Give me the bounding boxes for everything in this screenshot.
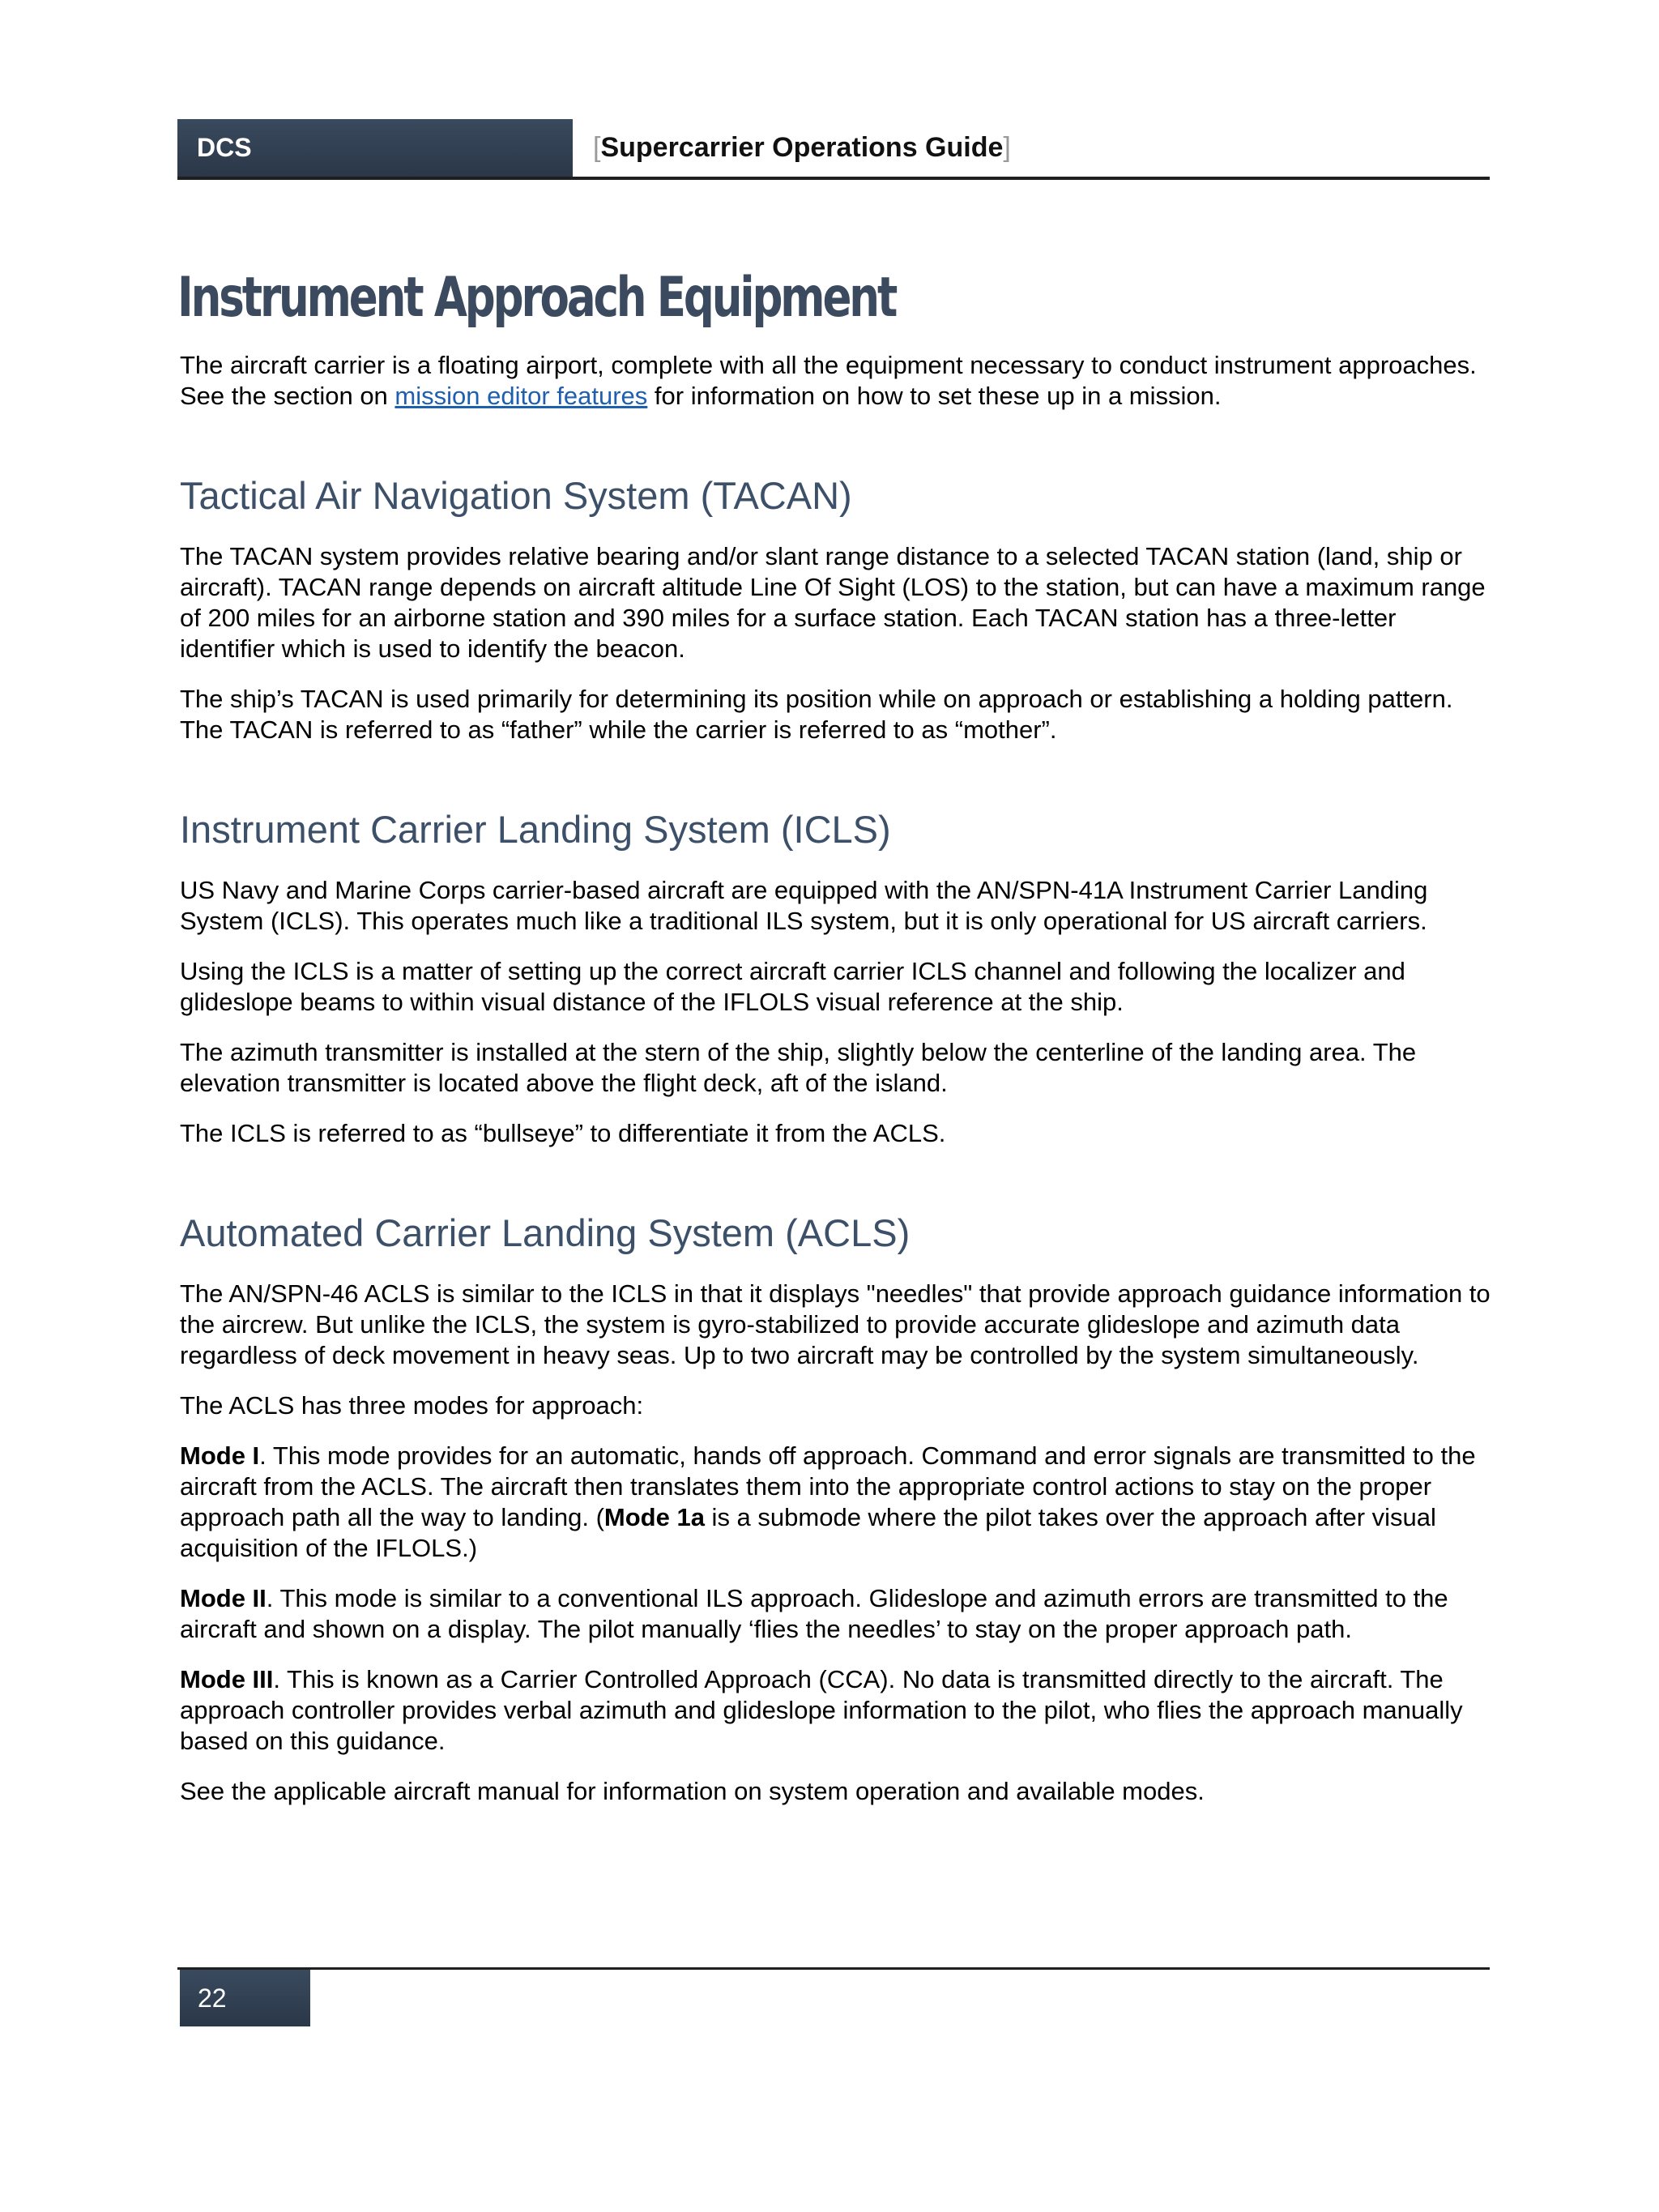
intro-text-after: for information on how to set these up in a mission. <box>647 382 1222 410</box>
document-body <box>180 350 1492 1826</box>
acls-mode-2 <box>180 1583 1492 1645</box>
mode-1a-text: is a submode where the pilot takes over the approach after visual acquisition of the IFLOLS.) <box>180 1503 1436 1562</box>
acls-final-paragraph: See the applicable aircraft manual for information on system operation and available modes. <box>180 1777 1205 1805</box>
header-title <box>593 119 1011 177</box>
icls-paragraph-4: The ICLS is referred to as “bullseye” to differentiate it from the ACLS. <box>180 1119 946 1147</box>
mode-1-text: . This mode provides for an automatic, hands off approach. Command and error signals are transmitted to the aircraft from the ACLS. The aircraft then translates them into the appropriate control actions to stay on the proper approach path all the way to landing. ( <box>180 1441 1476 1531</box>
intro-paragraph <box>180 350 1492 412</box>
acls-mode-1 <box>180 1441 1492 1564</box>
header-title-text: Supercarrier Operations Guide <box>600 132 1004 163</box>
tacan-heading: Tactical Air Navigation System (TACAN) <box>180 474 852 517</box>
mission-editor-link[interactable]: mission editor features <box>394 382 648 410</box>
tacan-paragraph-2: The ship’s TACAN is used primarily for determining its position while on approach or establishing a holding pattern. The TACAN is referred to as “father” while the carrier is referred to as “mother”. <box>180 685 1453 744</box>
tacan-paragraph-1: The TACAN system provides relative bearing and/or slant range distance to a selected TACAN station (land, ship or aircraft). TACAN range depends on aircraft altitude Line Of Sight (LOS) to the station, but can have a maximum range of 200 miles for an airborne station and 390 miles for a surface station. Each TACAN station has a three-letter identifier which is used to identify the beacon. <box>180 542 1486 663</box>
page-number: 22 <box>180 1970 310 2026</box>
mode-3-text: . This is known as a Carrier Controlled Approach (CCA). No data is transmitted directly to the aircraft. The approach controller provides verbal azimuth and glideslope information to the pilot, who flies the approach manually based on this guidance. <box>180 1665 1463 1755</box>
acls-mode-3 <box>180 1664 1492 1757</box>
footer-divider <box>177 1967 1490 1970</box>
page-header <box>177 119 1490 180</box>
header-bracket-open: [ <box>593 132 601 163</box>
acls-paragraph-2: The ACLS has three modes for approach: <box>180 1391 644 1420</box>
icls-paragraph-3: The azimuth transmitter is installed at the stern of the ship, slightly below the centerline of the landing area. The elevation transmitter is located above the flight deck, aft of the island. <box>180 1038 1417 1097</box>
header-brand: DCS <box>177 119 573 177</box>
page-title: Instrument Approach Equipment <box>177 266 896 330</box>
mode-1a-label: Mode 1a <box>603 1503 705 1531</box>
acls-heading: Automated Carrier Landing System (ACLS) <box>180 1211 911 1254</box>
intro-text-before: The aircraft carrier is a floating airport, complete with all the equipment necessary to conduct instrument approaches. See the section on <box>180 351 1477 410</box>
mode-1-label: Mode I <box>180 1441 260 1470</box>
acls-paragraph-1: The AN/SPN-46 ACLS is similar to the ICLS in that it displays "needles" that provide approach guidance information to the aircrew. But unlike the ICLS, the system is gyro-stabilized to provide accurate glideslope and azimuth data regardless of deck movement in heavy seas. Up to two aircraft may be controlled by the system simultaneously. <box>180 1279 1491 1369</box>
icls-heading: Instrument Carrier Landing System (ICLS) <box>180 808 891 851</box>
mode-3-label: Mode III <box>180 1665 274 1693</box>
mode-2-text: . This mode is similar to a conventional ILS approach. Glideslope and azimuth errors are transmitted to the aircraft and shown on a display. The pilot manually ‘flies the needles’ to stay on the proper approach path. <box>180 1584 1448 1643</box>
icls-paragraph-2: Using the ICLS is a matter of setting up the correct aircraft carrier ICLS channel and following the localizer and glideslope beams to within visual distance of the IFLOLS visual reference at the ship. <box>180 957 1405 1016</box>
mode-2-label: Mode II <box>180 1584 267 1612</box>
icls-paragraph-1: US Navy and Marine Corps carrier-based aircraft are equipped with the AN/SPN-41A Instrument Carrier Landing System (ICLS). This operates much like a traditional ILS system, but it is only operational for US aircraft carriers. <box>180 876 1428 935</box>
header-bracket-close: ] <box>1003 132 1011 163</box>
